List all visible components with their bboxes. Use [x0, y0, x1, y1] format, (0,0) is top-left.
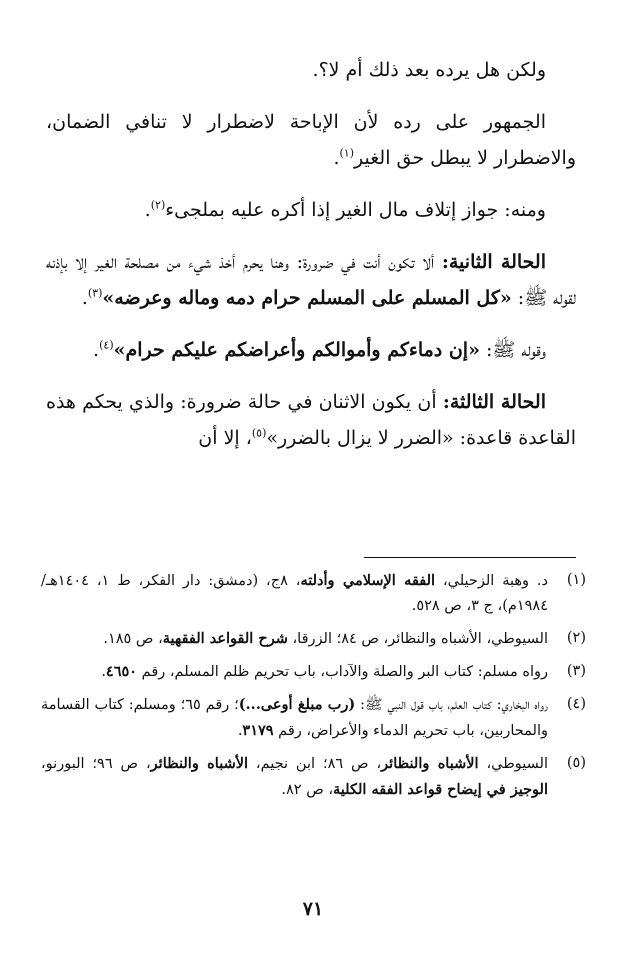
text-run: .	[333, 147, 340, 169]
bold-text: (رب مبلغ أوعى...)	[238, 696, 356, 713]
text-run: السيوطي، الأشباه والنظائر، ص ٨٤؛ الزرقا،	[287, 631, 548, 647]
footnote-number: (٤)	[566, 696, 586, 712]
text-run: ومنه: جواز إتلاف مال الغير إذا أكره عليه بملجىء	[165, 199, 546, 221]
text-run: رواه مسلم: كتاب البر والصلة والآداب، باب تحريم ظلم المسلم، رقم	[137, 664, 548, 680]
text-run: ولكن هل يرده بعد ذلك أم لا؟.	[312, 59, 546, 81]
bold-text: ٣١٧٩	[242, 722, 274, 739]
footnote	[41, 751, 586, 803]
bold-text: الأشباه والنظائر	[381, 755, 479, 772]
text-run: .	[93, 339, 100, 361]
main-text	[46, 52, 576, 472]
text-run: د. وهبة الزحيلي،	[435, 573, 549, 589]
footnote-ref: (١)	[339, 146, 355, 160]
paragraph	[46, 244, 576, 316]
bold-text: ٤٦٥٠	[105, 663, 138, 680]
bold-text: «كل المسلم على المسلم حرام دمه وماله وعرضه»	[102, 287, 512, 309]
text-run: .	[101, 664, 106, 680]
footnote-ref: (٣)	[87, 286, 103, 300]
page-number: ٧١	[302, 898, 324, 920]
paragraph	[46, 192, 576, 228]
footnote-number: (١)	[566, 572, 586, 588]
text-run: أن يكون الاثنان في حالة ضرورة: والذي يحكم هذه القاعدة قاعدة: «الضرر لا يزال بالضرر»	[46, 391, 576, 449]
text-run: ألا تكون أنت في ضرورة: وهنا يحرم أخذ شيء من مصلحة الغير إلا بإذنه لقوله ﷺ:	[46, 251, 576, 309]
text-run: ؛ رقم ٦٥؛ ومسلم: كتاب القسامة والمحاربين، باب تحريم الدماء والأعراض، رقم	[41, 697, 548, 739]
bold-text: شرح القواعد الفقهية	[162, 630, 288, 647]
paragraph	[46, 332, 576, 368]
text-run: الجمهور على رده لأن الإباحة لاضطرار لا تنافي الضمان، والاضطرار لا يبطل حق الغير	[46, 111, 576, 169]
text-run: ، ٨ج، (دمشق: دار الفكر، ط ١، ١٤٠٤هـ/ ١٩٨٤م)، ج ٣، ص ٥٢٨.	[41, 573, 548, 614]
footnote-text	[41, 751, 548, 803]
footnote-text	[41, 692, 548, 744]
footnote-text	[41, 659, 548, 685]
text-run: .	[144, 199, 151, 221]
footnote-ref: (٥)	[251, 426, 267, 440]
bold-text: الحالة الثالثة:	[442, 391, 546, 413]
paragraph	[46, 104, 576, 176]
footnote-number: (٣)	[566, 663, 586, 679]
footnote-ref: (٢)	[150, 198, 166, 212]
footnote-number: (٥)	[566, 755, 586, 771]
text-run: ، ص ١٨٥.	[103, 631, 163, 647]
bold-text: «إن دماءكم وأموالكم وأعراضكم عليكم حرام»	[113, 339, 480, 361]
paragraph	[46, 384, 576, 456]
text-run: ، ص ٨٦؛ ابن نجيم،	[248, 756, 382, 772]
footnote-text	[41, 626, 548, 652]
text-run: ، إلا أن	[198, 427, 252, 449]
footnote-separator	[364, 557, 576, 558]
bold-text: الفقه الإسلامي وأدلته	[300, 572, 436, 589]
text-run: ، ص ٩٦؛ البورنو،	[41, 756, 151, 772]
bold-text: الأشباه والنظائر	[150, 755, 249, 772]
paragraph	[46, 52, 576, 88]
bold-text: الحالة الثانية:	[441, 251, 546, 273]
footnote	[41, 659, 586, 685]
text-run: السيوطي،	[478, 756, 548, 772]
text-run: .	[237, 723, 243, 739]
text-run: ، ص ٨٢.	[281, 782, 334, 798]
footnote-ref: (٤)	[99, 338, 114, 352]
footnote-text	[41, 568, 548, 619]
text-run: وقوله ﷺ:	[479, 339, 546, 361]
footnote	[41, 626, 586, 652]
footnote-number: (٢)	[566, 630, 586, 646]
bold-text: الوجيز في إيضاح قواعد الفقه الكلية	[333, 781, 548, 798]
footnotes	[41, 568, 586, 810]
footnote	[41, 568, 586, 619]
footnote	[41, 692, 586, 744]
text-run: .	[81, 287, 88, 309]
text-run: رواه البخاري: كتاب العلم، باب قول النبي ﷺ:	[355, 697, 549, 713]
